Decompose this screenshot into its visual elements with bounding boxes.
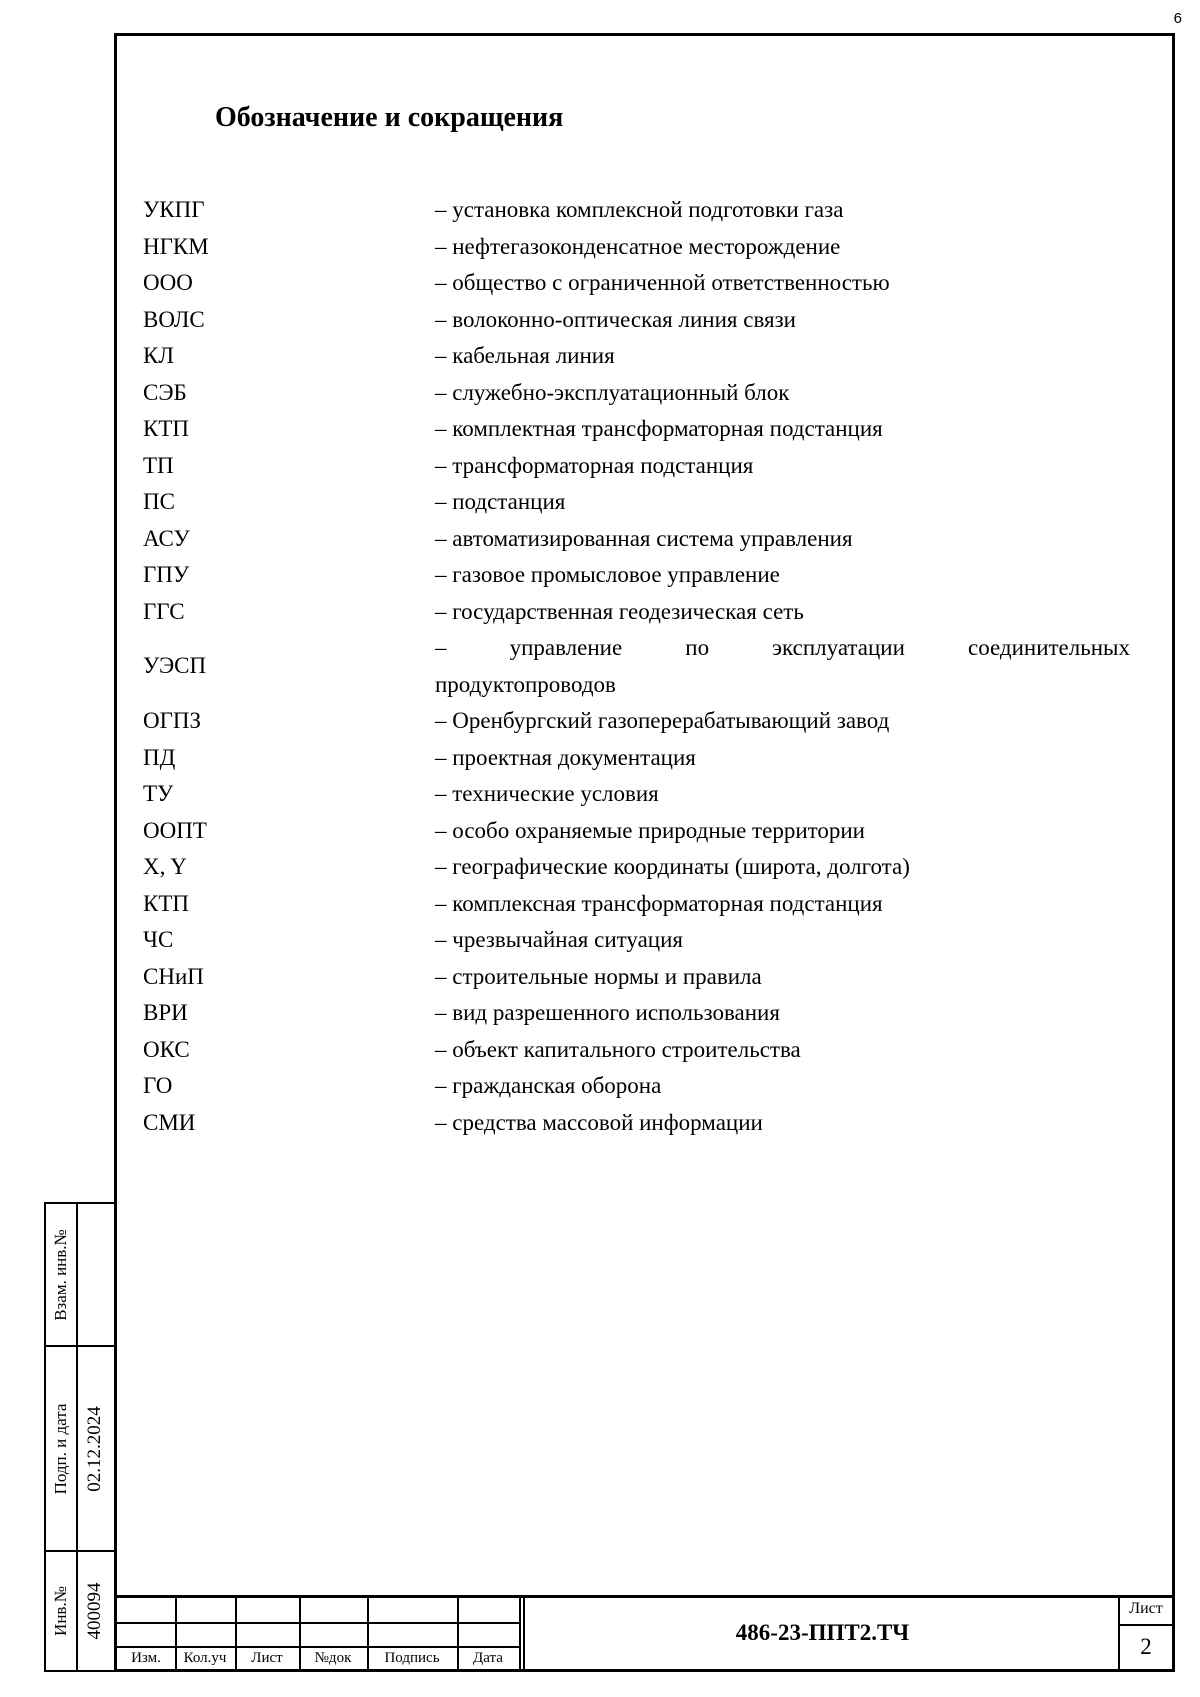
abbreviation-definition: – газовое промысловое управление (435, 562, 780, 587)
abbreviation-definition-continued: продуктопроводов (435, 671, 616, 697)
list-item (143, 521, 1130, 558)
abbreviation-term: УЭСП (143, 653, 207, 678)
list-item (143, 703, 1130, 740)
header-podpis: Подпись (384, 1650, 440, 1666)
stamp-vzam-label: Взам. инв.№ (51, 1228, 70, 1321)
abbreviation-definition: – средства массовой информации (435, 1109, 763, 1135)
list-item (143, 959, 1130, 996)
abbreviation-definition: – комплексная трансформаторная подстанция (435, 890, 883, 916)
abbreviation-term: НГКМ (143, 233, 209, 259)
sheet-number: 2 (1140, 1634, 1152, 1659)
abbreviation-definition: – проектная документация (435, 744, 696, 770)
abbreviation-definition: – установка комплексной подготовки газа (435, 197, 844, 222)
document-code: 486-23-ППТ2.ТЧ (735, 1620, 910, 1645)
abbreviation-definition: – служебно-эксплуатационный блок (435, 379, 790, 405)
abbreviation-term: ГПУ (143, 562, 190, 587)
page-number-top: 6 (1173, 10, 1182, 27)
stamp-inv-value: 400094 (84, 1582, 105, 1640)
abbreviation-definition: – вид разрешенного использования (435, 1000, 780, 1025)
abbreviation-term: ОГПЗ (143, 708, 202, 733)
abbreviation-term: ВРИ (143, 1000, 188, 1025)
stamp-inv (44, 1550, 114, 1672)
abbreviation-definition: – строительные нормы и правила (435, 963, 762, 989)
stamp-vzam (44, 1202, 114, 1347)
abbreviation-definition: – объект капитального строительства (435, 1036, 801, 1062)
header-list: Лист (251, 1650, 283, 1666)
abbreviation-definition: – подстанция (435, 489, 566, 514)
abbreviation-term: СНиП (143, 963, 204, 989)
list-item (143, 338, 1130, 375)
abbreviation-term: ТП (143, 452, 174, 478)
abbreviation-term: ОКС (143, 1036, 190, 1062)
abbreviation-term: СМИ (143, 1109, 196, 1135)
abbreviation-term: ГО (143, 1073, 173, 1098)
list-item (143, 302, 1130, 339)
stamp-podp-label: Подп. и дата (51, 1403, 70, 1494)
abbreviation-definition: – кабельная линия (435, 343, 615, 368)
list-item (143, 1105, 1130, 1142)
abbreviation-term: КТП (143, 890, 189, 916)
list-item (143, 813, 1130, 850)
abbreviation-term: АСУ (143, 525, 190, 551)
list-item (143, 995, 1130, 1032)
abbreviation-definition: – чрезвычайная ситуация (435, 927, 684, 952)
abbreviation-definition: – государственная геодезическая сеть (435, 598, 804, 624)
abbreviation-definition: – технические условия (435, 781, 659, 806)
abbreviation-term: X, Y (143, 854, 187, 879)
abbreviation-definition: – комплектная трансформаторная подстанция (435, 416, 883, 441)
abbreviation-term: ТУ (143, 781, 174, 806)
list-item (143, 630, 1130, 703)
abbreviation-term: ПД (143, 744, 176, 770)
abbreviation-term: КТП (143, 416, 189, 441)
abbreviation-definition: – гражданская оборона (435, 1073, 662, 1098)
abbreviation-term: ООПТ (143, 817, 207, 843)
abbreviation-definition: – Оренбургский газоперерабатывающий завод (435, 708, 890, 733)
list-item (143, 411, 1130, 448)
abbreviation-term: ПС (143, 489, 175, 514)
list-item (143, 594, 1130, 631)
abbreviation-term: СЭБ (143, 379, 187, 405)
list-item (143, 849, 1130, 886)
page-title: Обозначение и сокращения (215, 102, 564, 133)
abbreviation-definition: – общество с ограниченной ответственностью (435, 270, 890, 295)
title-block (114, 1595, 1175, 1672)
abbreviation-term: КЛ (143, 343, 174, 368)
list-item (143, 922, 1130, 959)
list-item (143, 265, 1130, 302)
abbreviation-definition: – нефтегазоконденсатное месторождение (435, 233, 841, 259)
header-ndok: №док (314, 1650, 352, 1666)
abbreviation-term: УКПГ (143, 197, 205, 222)
abbreviation-term: ООО (143, 270, 193, 295)
list-item (143, 557, 1130, 594)
abbreviation-term: ЧС (143, 927, 174, 952)
stamp-podp-value: 02.12.2024 (84, 1405, 105, 1492)
list-item (143, 740, 1130, 777)
abbreviation-term: ГГС (143, 598, 185, 624)
abbreviation-definition: – географические координаты (широта, долгота) (435, 854, 910, 879)
abbreviation-definition: – особо охраняемые природные территории (435, 817, 865, 843)
abbreviation-term: ВОЛС (143, 306, 205, 332)
header-data: Дата (473, 1650, 503, 1666)
abbreviation-definition: – волоконно-оптическая линия связи (435, 306, 796, 332)
abbreviation-definition: – автоматизированная система управления (435, 525, 853, 551)
header-kol-uch: Кол.уч (183, 1650, 227, 1666)
stamp-inv-label: Инв.№ (51, 1586, 70, 1636)
abbreviation-definition: – управление по эксплуатации соединительных (435, 635, 1130, 660)
list-item (143, 1032, 1130, 1069)
list-item (143, 448, 1130, 485)
sheet-label: Лист (1129, 1600, 1163, 1617)
list-item (143, 375, 1130, 412)
header-izm: Изм. (131, 1650, 161, 1666)
list-item (143, 484, 1130, 521)
list-item (143, 776, 1130, 813)
list-item (143, 192, 1130, 229)
abbreviation-definition: – трансформаторная подстанция (435, 452, 754, 478)
stamp-podp (44, 1345, 114, 1552)
list-item (143, 1068, 1130, 1105)
list-item (143, 886, 1130, 923)
list-item (143, 229, 1130, 266)
abbreviation-list (143, 192, 1130, 1141)
